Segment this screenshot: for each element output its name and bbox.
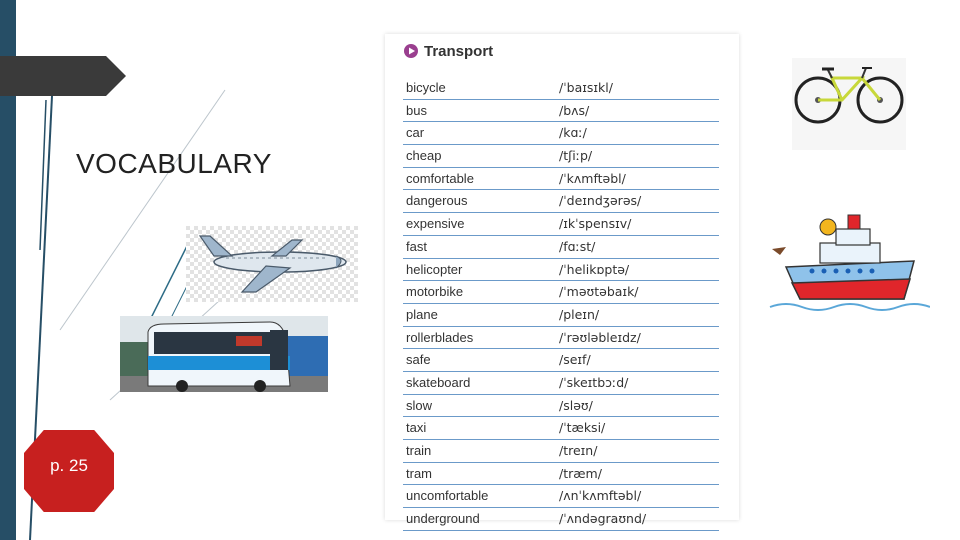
vocab-word: taxi	[406, 420, 427, 436]
vocab-pronunciation: /ˈməʊtəbaɪk/	[559, 284, 639, 300]
airplane-image	[186, 226, 358, 302]
vocab-word: dangerous	[406, 193, 468, 209]
vocab-row	[403, 259, 719, 282]
vocab-row	[403, 168, 719, 191]
vocab-pronunciation: /kɑː/	[559, 125, 587, 141]
vocab-row	[403, 327, 719, 350]
vocab-pronunciation: /tʃiːp/	[559, 148, 593, 164]
vocab-row	[403, 395, 719, 418]
vocab-word: car	[406, 125, 425, 141]
vocab-pronunciation: /fɑːst/	[559, 238, 596, 254]
vocab-row	[403, 213, 719, 236]
vocab-word: expensive	[406, 216, 465, 232]
vocab-word: train	[406, 443, 432, 458]
vocab-row	[403, 372, 719, 395]
vocab-word: bus	[406, 102, 427, 118]
page-title: VOCABULARY	[76, 148, 272, 179]
vocab-row	[403, 190, 719, 213]
vocab-word: fast	[406, 238, 427, 254]
vocab-word: skateboard	[406, 374, 471, 390]
vocab-pronunciation: /ˈhelikɒptə/	[559, 261, 630, 277]
vocab-pronunciation: /ˈrəʊləbleɪdz/	[559, 329, 641, 345]
vocab-word: safe	[406, 352, 431, 368]
vocab-row	[403, 236, 719, 259]
vocab-pronunciation: /ˈtæksi/	[559, 420, 606, 436]
vocab-row	[403, 485, 719, 508]
vocab-pronunciation: /ˈbaɪsɪkl/	[559, 80, 613, 95]
vocab-row	[403, 281, 719, 304]
bus-image	[120, 316, 328, 392]
vocab-word: helicopter	[406, 261, 463, 277]
vocab-word: plane	[406, 306, 438, 322]
vocab-pronunciation: /ʌnˈkʌmftəbl/	[559, 488, 642, 504]
header-tab	[0, 56, 126, 96]
vocab-pronunciation: /seɪf/	[559, 352, 591, 368]
panel-header	[404, 40, 493, 62]
vocab-pronunciation: /ˈkʌmftəbl/	[559, 170, 626, 186]
vocab-word: rollerblades	[406, 329, 474, 345]
vocab-word: tram	[406, 465, 432, 481]
vocabulary-table	[403, 77, 719, 531]
vocab-row	[403, 440, 719, 463]
vocab-word: motorbike	[406, 284, 464, 300]
vocab-word: slow	[406, 397, 433, 413]
vocab-row	[403, 122, 719, 145]
vocab-row	[403, 508, 719, 531]
ship-image	[766, 207, 930, 323]
vocab-row	[403, 304, 719, 327]
vocab-row	[403, 463, 719, 486]
vocab-row	[403, 349, 719, 372]
vocab-word: comfortable	[406, 170, 474, 186]
vocab-pronunciation: /ɪkˈspensɪv/	[559, 216, 632, 232]
vocab-pronunciation: /pleɪn/	[559, 306, 600, 322]
vocab-pronunciation: /ˈʌndəgraʊnd/	[559, 511, 647, 527]
vocab-word: underground	[406, 511, 480, 527]
vocab-row	[403, 417, 719, 440]
vocab-pronunciation: /treɪn/	[559, 443, 598, 458]
vocab-pronunciation: /sləʊ/	[559, 397, 593, 413]
vocab-row	[403, 100, 719, 123]
vocab-row	[403, 145, 719, 168]
bicycle-image	[792, 58, 906, 150]
vocab-word: bicycle	[406, 80, 446, 95]
play-arrow-icon	[404, 44, 418, 58]
vocab-pronunciation: /ˈdeɪndʒərəs/	[559, 193, 642, 209]
vocab-pronunciation: /bʌs/	[559, 102, 590, 118]
vocab-pronunciation: /træm/	[559, 465, 602, 481]
panel-title: Transport	[424, 42, 494, 60]
vocab-word: cheap	[406, 148, 442, 164]
vocab-word: uncomfortable	[406, 488, 489, 504]
vocab-row	[403, 77, 719, 100]
vocab-pronunciation: /ˈskeɪtbɔːd/	[559, 374, 629, 390]
page-reference-label: p. 25	[50, 456, 88, 475]
